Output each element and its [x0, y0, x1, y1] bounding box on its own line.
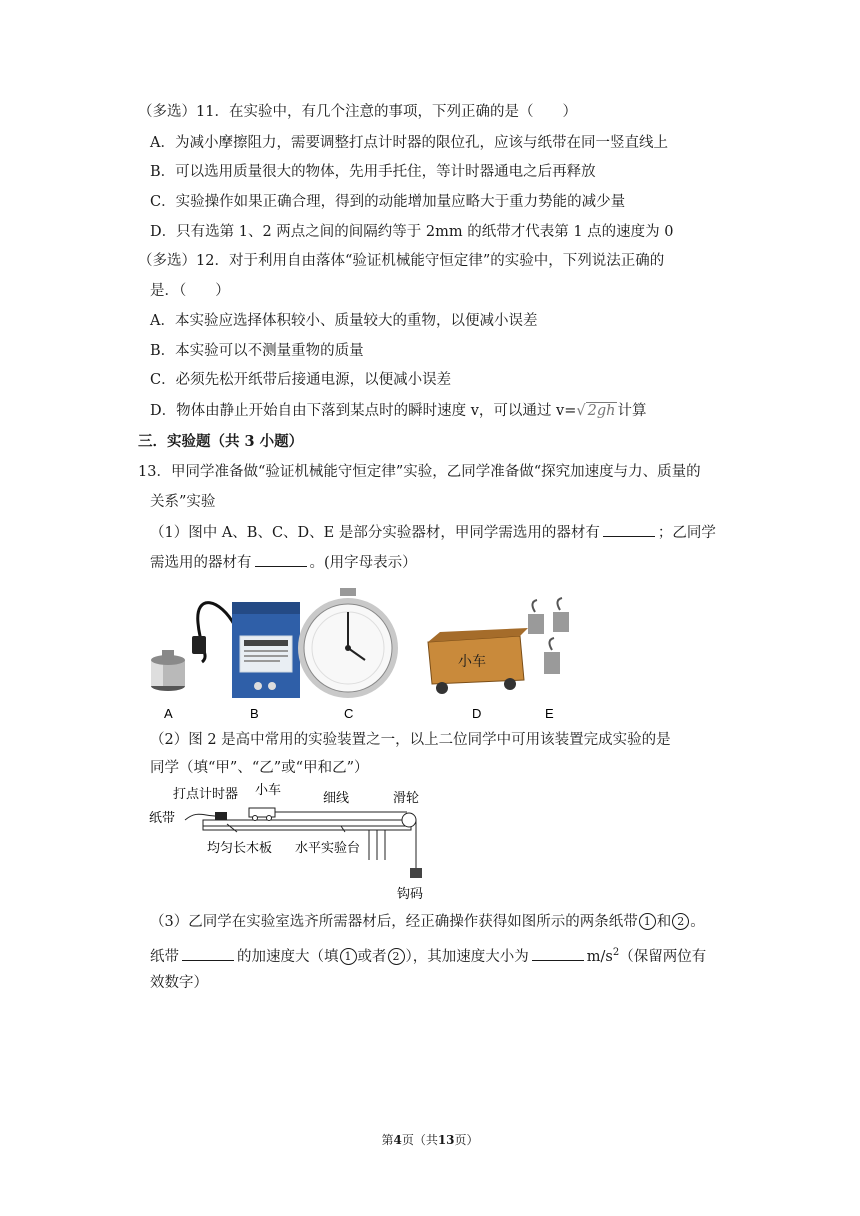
label-e: E [545, 706, 554, 720]
q12-option-b: B．本实验可以不测量重物的质量 [150, 343, 364, 359]
answer-blank-4[interactable] [532, 946, 584, 961]
circle-two-b: 2 [388, 948, 405, 965]
electromagnetic-timer-image [192, 602, 300, 698]
q13-part3-text-f: 或者 [357, 949, 387, 965]
weight-label: 钩码 [397, 887, 424, 902]
unit: m/s [586, 949, 613, 965]
q13-part3-text-h: （保留两位有 [619, 949, 707, 965]
sqrt-formula: √ 2gh [576, 403, 616, 419]
table-label: 水平实验台 [295, 841, 361, 856]
q13-stem-line1: 13．甲同学准备做“验证机械能守恒定律”实验，乙同学准备做“探究加速度与力、质量的 [138, 464, 701, 480]
q13-part1-text-c: 需选用的器材有 [150, 555, 252, 571]
q11-stem: （多选）11．在实验中，有几个注意的事项，下列正确的是（ ） [138, 104, 577, 120]
page-footer [0, 1131, 860, 1148]
footer-text-c: 页） [454, 1133, 479, 1147]
q13-part3-text-g: ），其加速度大小为 [405, 949, 529, 965]
q13-part3-line3: 效数字） [150, 975, 208, 991]
q12-stem-line2: 是．（ ） [150, 283, 230, 299]
q13-part3-line1 [150, 912, 705, 932]
q11-option-c: C．实验操作如果正确合理，得到的动能增加量应略大于重力势能的减少量 [150, 194, 626, 210]
cart-apparatus-label: 小车 [255, 783, 282, 798]
q12-option-c: C．必须先松开纸带后接通电源，以便减小误差 [150, 372, 452, 388]
q12-stem-line1: （多选）12．对于利用自由落体“验证机械能守恒定律”的实验中，下列说法正确的 [138, 253, 665, 269]
q13-part3-text-e: 的加速度大（填 [237, 949, 339, 965]
circle-one-b: 1 [340, 948, 357, 965]
answer-blank-3[interactable] [182, 946, 234, 961]
stopwatch-image [298, 588, 398, 698]
timer-label: 打点计时器 [173, 787, 239, 802]
q13-part2-line2: 同学（填“甲”、“乙”或“甲和乙”） [150, 760, 369, 776]
q11-option-d: D．只有选第 1、2 两点之间的间隔约等于 2mm 的纸带才代表第 1 点的速度为 0 [150, 224, 674, 240]
q13-part1-text-b: ；乙同学 [657, 525, 716, 541]
sqrt-radicand: 2gh [587, 403, 616, 419]
label-c: C [344, 706, 354, 720]
q13-part1-text-a: （1）图中 A、B、C、D、E 是部分实验器材，甲同学需选用的器材有 [150, 525, 600, 541]
answer-blank-2[interactable] [255, 552, 307, 567]
circle-one: 1 [639, 913, 656, 930]
unit-exponent: 2 [612, 947, 620, 958]
label-d: D [472, 706, 482, 720]
cart-label: 小车 [458, 653, 486, 669]
page-total: 13 [437, 1133, 455, 1147]
q13-part3-text-a: （3）乙同学在实验室选齐所需器材后，经正确操作获得如图所示的两条纸带 [150, 914, 638, 930]
hook-weights-image [528, 598, 569, 674]
circle-two: 2 [672, 913, 689, 930]
label-a: A [164, 706, 173, 720]
q13-part3-text-b: 和 [656, 914, 672, 930]
q12-option-a: A．本实验应选择体积较小、质量较大的重物，以便减小误差 [150, 313, 538, 329]
q13-part1-line2 [150, 552, 417, 573]
q11-option-a: A．为减小摩擦阻力，需要调整打点计时器的限位孔，应该与纸带在同一竖直线上 [150, 135, 668, 151]
label-b: B [250, 706, 259, 720]
q13-part2-line1: （2）图 2 是高中常用的实验装置之一，以上二位同学中可用该装置完成实验的是 [150, 732, 671, 748]
apparatus-figure [145, 780, 445, 906]
cart-image [428, 628, 528, 694]
page-number: 4 [393, 1133, 402, 1147]
tape-label: 纸带 [149, 811, 176, 826]
q12-option-d [150, 401, 646, 421]
answer-blank-1[interactable] [603, 522, 655, 537]
pulley-label: 滑轮 [393, 791, 420, 806]
q13-part1-line1 [150, 522, 716, 543]
q13-part3-text-d: 纸带 [150, 949, 179, 965]
q13-stem-line2: 关系”实验 [150, 494, 216, 510]
footer-text-a: 第 [381, 1133, 394, 1147]
q13-part1-text-d: 。(用字母表示） [309, 555, 417, 571]
footer-text-b: 页（共 [401, 1133, 438, 1147]
section-title: 三．实验题（共 3 小题） [138, 433, 304, 450]
q11-option-b: B．可以选用质量很大的物体，先用手托住，等计时器通电之后再释放 [150, 164, 596, 180]
board-label: 均匀长木板 [207, 841, 273, 856]
q13-part3-text-c: 。 [690, 914, 705, 930]
string-label: 细线 [323, 791, 350, 806]
q12-option-d-after: 计算 [617, 403, 647, 419]
equipment-figure [140, 578, 600, 720]
weight-cylinder-image [151, 650, 185, 691]
q13-part3-line2 [150, 943, 706, 967]
q12-option-d-text: D．物体由静止开始自由下落到某点时的瞬时速度 v，可以通过 v= [150, 403, 577, 419]
